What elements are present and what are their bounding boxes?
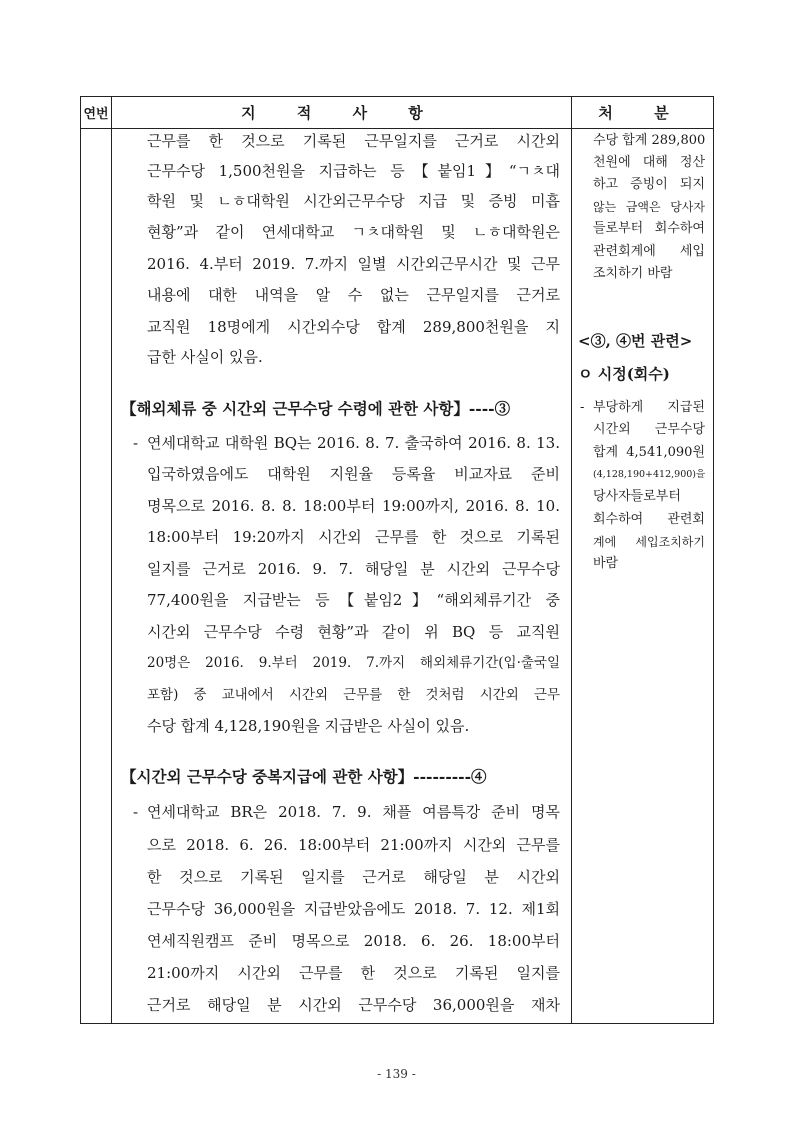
finding-text-line: 내용에 대한 내역을 알 수 없는 근무일지를 근거로	[147, 286, 560, 304]
disposition-text-line: (4,128,190+412,900)을	[593, 469, 706, 480]
disposition-column	[571, 129, 714, 1023]
finding-text-line: 으로 2018. 6. 26. 18:00부터 21:00까지 시간외 근무를	[147, 836, 560, 854]
finding-text-line: 입국하였음에도 대학원 지원율 등록율 비교자료 준비	[147, 465, 560, 483]
section-title-overseas-stay: 【해외체류 중 시간외 근무수당 수령에 관한 사항】----③	[121, 399, 511, 418]
finding-text-line: 연세직원캠프 준비 명목으로 2018. 6. 26. 18:00부터	[147, 932, 560, 950]
header-disposition: 처 분	[571, 97, 714, 129]
finding-text-line: 시간외 근무수당 수령 현황”과 같이 위 BQ 등 교직원	[147, 623, 560, 641]
finding-text-line: 근무수당 1,500천원을 지급하는 등【붙임1】“ㄱㅊ대	[147, 162, 560, 180]
finding-text-line: 학원 및 ㄴㅎ대학원 시간외근무수당 지급 및 증빙 미흡	[147, 192, 560, 210]
disposition-text-line: 천원에 대해 정산	[593, 155, 705, 170]
disposition-text-line: 하고 증빙이 되지	[593, 177, 705, 192]
audit-findings-table	[80, 96, 714, 1024]
finding-text-line: 수당 합계 4,128,190원을 지급받은 사실이 있음.	[147, 717, 470, 735]
finding-text-line: 일지를 근거로 2016. 9. 7. 해당일 분 시간외 근무수당	[147, 560, 560, 578]
header-serial-number: 연번	[81, 97, 111, 129]
finding-text-line: 포함) 중 교내에서 시간외 근무를 한 것처럼 시간외 근무	[147, 687, 560, 703]
finding-text-line: 근무를 한 것으로 기록된 근무일지를 근거로 시간외	[147, 132, 560, 150]
finding-text-line: 연세대학교 BR은 2018. 7. 9. 채플 여름특강 준비 명목	[147, 803, 560, 821]
disposition-type: ㅇ 시정(회수)	[578, 365, 670, 383]
findings-column	[111, 129, 571, 1023]
disposition-text-line: 관련회계에 세입	[593, 244, 705, 259]
list-bullet: -	[133, 803, 139, 821]
finding-text-line: 현황”과 같이 연세대학교 ㄱㅊ대학원 및 ㄴㅎ대학원은	[147, 223, 560, 241]
finding-text-line: 77,400원을 지급받는 등【붙임2】“해외체류기간 중	[147, 591, 560, 609]
disposition-text-line: 합계 4,541,090원	[593, 445, 705, 460]
disposition-text-line: 들로부터 회수하여	[593, 221, 705, 236]
disposition-text-line: 계에 세입조치하기	[593, 535, 705, 549]
list-bullet: -	[580, 400, 585, 415]
finding-text-line: 교직원 18명에게 시간외수당 합계 289,800천원을 지	[147, 318, 560, 336]
related-items-heading: <③, ④번 관련>	[578, 332, 693, 350]
finding-text-line: 명목으로 2016. 8. 8. 18:00부터 19:00까지, 2016. 8. 10.	[147, 497, 560, 515]
list-bullet: -	[133, 434, 139, 452]
finding-text-line: 근무수당 36,000원을 지급받았음에도 2018. 7. 12. 제1회	[147, 900, 560, 918]
disposition-text-line: 조치하기 바람	[593, 266, 673, 281]
finding-text-line: 18:00부터 19:20까지 시간외 근무를 한 것으로 기록된	[147, 528, 560, 546]
disposition-text-line: 부당하게 지급된	[593, 400, 705, 415]
disposition-text-line: 시간외 근무수당	[593, 422, 705, 437]
finding-text-line: 급한 사실이 있음.	[147, 348, 263, 366]
finding-text-line: 연세대학교 대학원 BQ는 2016. 8. 7. 출국하여 2016. 8. 13.	[147, 434, 560, 452]
finding-text-line: 21:00까지 시간외 근무를 한 것으로 기록된 일지를	[147, 964, 560, 982]
disposition-text-line: 바람	[593, 556, 619, 571]
disposition-text-line: 당사자들로부터	[593, 489, 681, 504]
section-title-duplicate-payment: 【시간외 근무수당 중복지급에 관한 사항】---------④	[121, 767, 487, 786]
finding-text-line: 20명은 2016. 9.부터 2019. 7.까지 해외체류기간(입·출국일	[147, 655, 560, 671]
disposition-text-line: 수당 합계 289,800	[593, 133, 706, 148]
finding-text-line: 2016. 4.부터 2019. 7.까지 일별 시간외근무시간 및 근무	[147, 255, 560, 273]
disposition-text-line: 회수하여 관련회	[593, 512, 705, 527]
disposition-text-line: 않는 금액은 당사자	[593, 200, 705, 214]
finding-text-line: 근거로 해당일 분 시간외 근무수당 36,000원을 재차	[147, 996, 560, 1014]
finding-text-line: 한 것으로 기록된 일지를 근거로 해당일 분 시간외	[147, 868, 560, 886]
page-number: - 139 -	[377, 1067, 416, 1081]
header-findings: 지 적 사 항	[111, 97, 571, 129]
